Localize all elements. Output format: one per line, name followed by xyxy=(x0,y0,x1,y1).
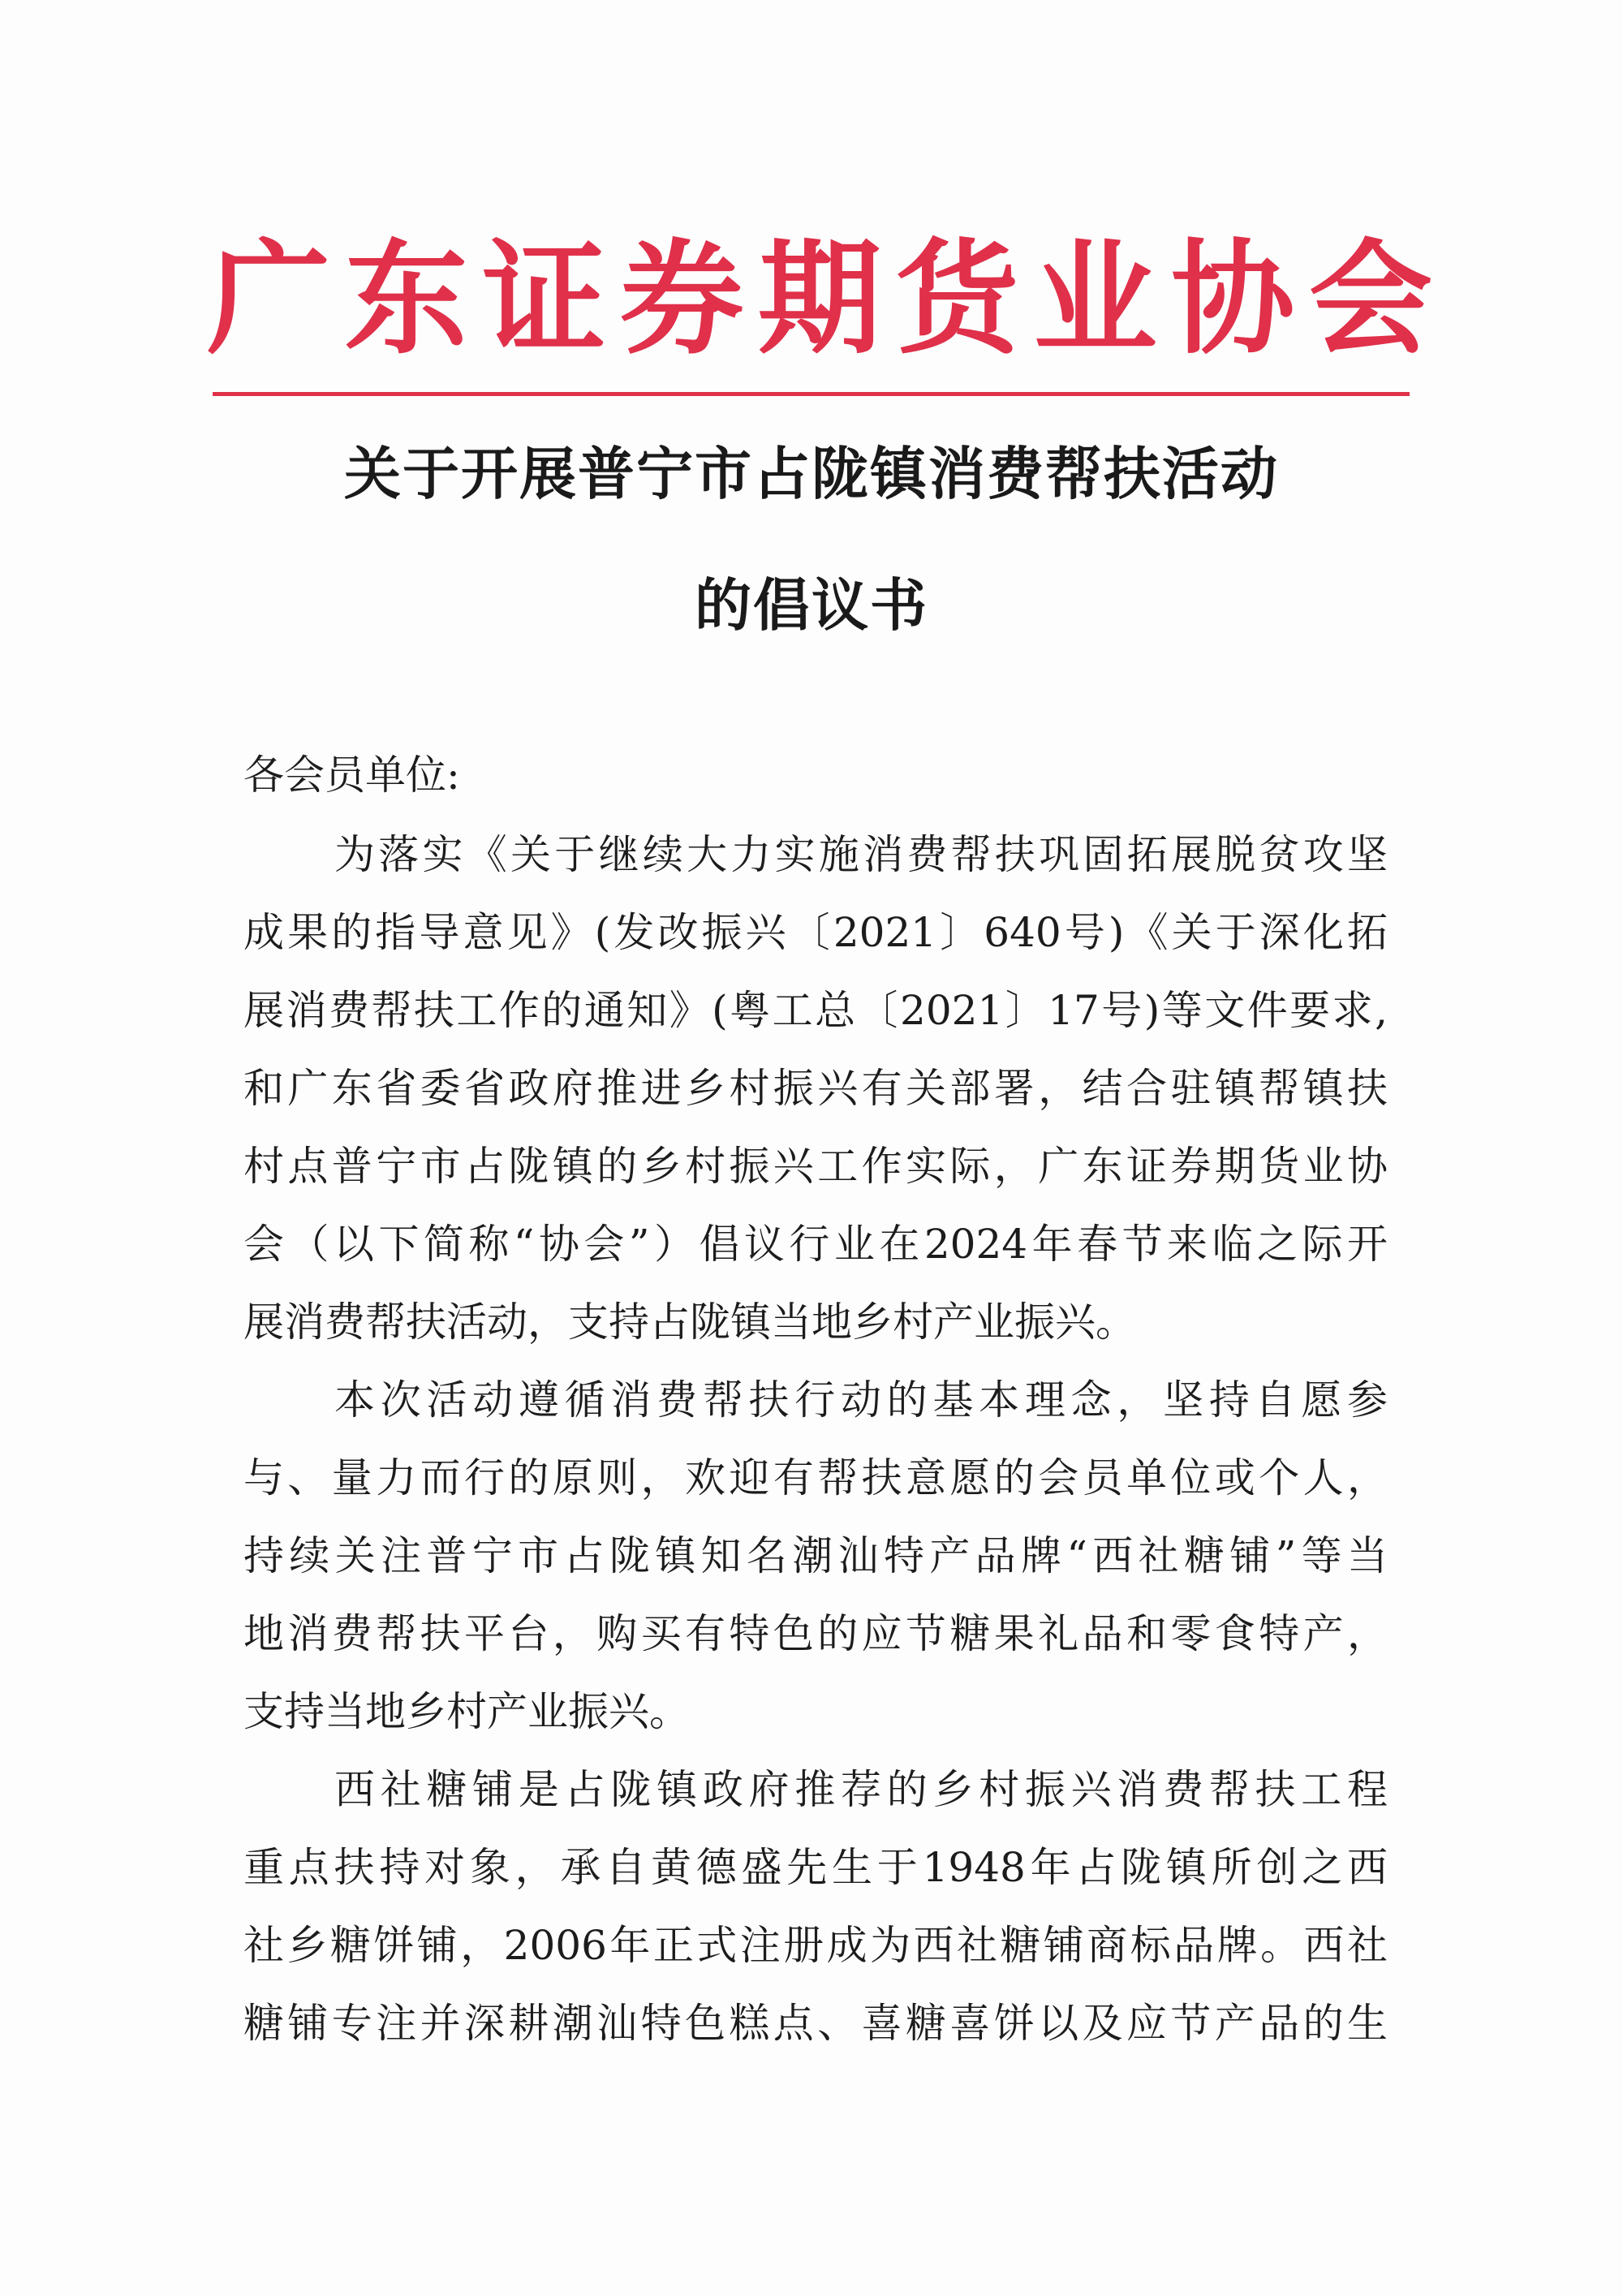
text-line: 地消费帮扶平台，购买有特色的应节糖果礼品和零食特产， xyxy=(243,1610,1388,1657)
text-line: 糖铺专注并深耕潮汕特色糕点、喜糖喜饼以及应节产品的生 xyxy=(243,2000,1388,2047)
text-line: 本次活动遵循消费帮扶行动的基本理念，坚持自愿参 xyxy=(334,1376,1388,1424)
text-line: 持续关注普宁市占陇镇知名潮汕特产品牌“西社糖铺”等当 xyxy=(243,1532,1388,1579)
letterhead-char: 广 xyxy=(207,226,330,371)
letterhead-char: 业 xyxy=(1033,226,1157,371)
document-title-line-1: 关于开展普宁市占陇镇消费帮扶活动 xyxy=(344,440,1279,507)
letterhead-char: 货 xyxy=(895,226,1019,371)
letterhead-char: 券 xyxy=(620,226,744,371)
text-line: 村点普宁市占陇镇的乡村振兴工作实际，广东证券期货业协 xyxy=(243,1143,1388,1190)
text-line: 支持当地乡村产业振兴。 xyxy=(243,1688,690,1735)
text-line: 西社糖铺是占陇镇政府推荐的乡村振兴消费帮扶工程 xyxy=(334,1766,1388,1813)
letterhead-char: 会 xyxy=(1309,226,1432,371)
text-line: 为落实《关于继续大力实施消费帮扶巩固拓展脱贫攻坚 xyxy=(334,831,1388,878)
text-line: 重点扶持对象，承自黄德盛先生于1948年占陇镇所创之西 xyxy=(243,1844,1388,1891)
text-line: 会（以下简称“协会”）倡议行业在2024年春节来临之际开 xyxy=(243,1221,1388,1268)
letterhead-char: 东 xyxy=(344,226,468,371)
salutation: 各会员单位: xyxy=(243,752,460,799)
text-line: 展消费帮扶工作的通知》(粤工总〔2021〕17号)等文件要求, xyxy=(243,987,1388,1034)
paragraph-3 xyxy=(243,1751,1388,2062)
text-line: 社乡糖饼铺，2006年正式注册成为西社糖铺商标品牌。西社 xyxy=(243,1922,1388,1969)
paragraph-2 xyxy=(243,1361,1388,1751)
letterhead-char: 期 xyxy=(758,226,881,371)
letterhead-divider xyxy=(213,392,1410,396)
letterhead-char: 协 xyxy=(1171,226,1295,371)
letterhead-char: 证 xyxy=(482,226,606,371)
organization-letterhead xyxy=(207,226,1432,372)
text-line: 成果的指导意见》(发改振兴〔2021〕640号)《关于深化拓 xyxy=(243,909,1388,956)
paragraph-1 xyxy=(243,816,1388,1361)
text-line: 和广东省委省政府推进乡村振兴有关部署，结合驻镇帮镇扶 xyxy=(243,1065,1388,1112)
document-title-line-2: 的倡议书 xyxy=(695,571,928,639)
document-body xyxy=(243,734,1388,2062)
text-line: 与、量力而行的原则，欢迎有帮扶意愿的会员单位或个人， xyxy=(243,1454,1388,1501)
text-line: 展消费帮扶活动，支持占陇镇当地乡村产业振兴。 xyxy=(243,1299,1136,1346)
